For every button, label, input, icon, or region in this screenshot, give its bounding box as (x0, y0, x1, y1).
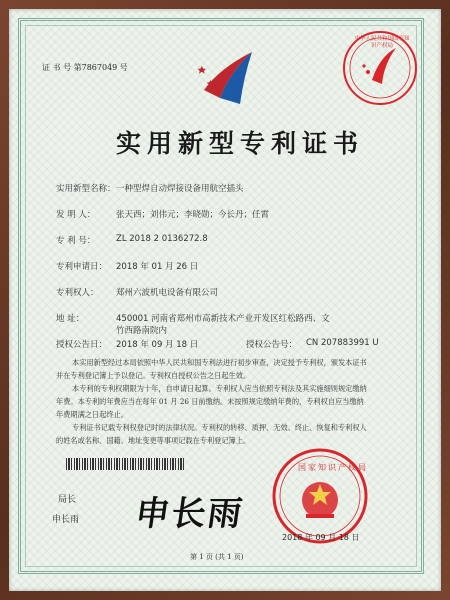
seal-date: 2018 年 09 月 18 日 (282, 533, 360, 542)
patent-number-label: 专 利 号： (56, 236, 96, 246)
certificate-number: 证 书 号 第7867049 号 (42, 63, 128, 72)
grant-number-value: CN 207883991 U (306, 338, 379, 348)
national-seal (270, 446, 370, 546)
application-date-value: 2018 年 01 月 26 日 (116, 262, 199, 272)
address-value-line1: 450001 河南省郑州市高新技术产业开发区红松路西、文 (116, 314, 330, 324)
address-value-line2: 竹西路南院内 (116, 326, 168, 336)
body-paragraph-2: 本专利的专利权期限为十年，自申请日起算。专利权人应当依照专利法及其实施细则规定缴纳年费。本专利的年费应当在每年 01 月 26 日前缴纳。未按照规定缴纳年费的，专利权自应当缴纳年费期满之日起终止。 (56, 384, 367, 419)
patent-office-emblem (196, 46, 260, 108)
grant-number-label: 授权公告号： (246, 340, 298, 350)
patent-number-value: ZL 2018 2 0136272.8 (116, 234, 208, 244)
patent-holder-value: 郑州六波机电设备有限公司 (116, 288, 219, 298)
director-name: 申长雨 (52, 515, 80, 525)
address-label: 地 址： (56, 314, 85, 324)
inventor-value: 张天西；刘伟元；李晓勋；今长丹；任霄 (116, 210, 270, 220)
page-note: 第 1 页 (共 1 页) (190, 553, 244, 561)
barcode (66, 458, 186, 470)
certificate-title: 实用新型专利证书 (116, 129, 365, 158)
body-paragraph-1: 本实用新型经过本局依照中华人民共和国专利法进行初步审查，决定授予专利权，颁发本证书并在专利登记簿上予以登记。专利权自授权公告之日起生效。 (56, 358, 367, 380)
body-paragraph-3: 专利证书记载专利权登记时的法律状况。专利权的转移、质押、无效、终止、恢复和专利权人的姓名或名称、国籍、地址变更等事项记载在专利登记簿上。 (56, 423, 367, 445)
name-value: 一种型焊自动焊接设备用航空插头 (116, 184, 244, 194)
director-title: 局长 (58, 495, 77, 505)
director-signature: 申长雨 (132, 494, 247, 534)
inventor-label: 发 明 人： (56, 210, 96, 220)
grant-date-label: 授权公告日： (56, 340, 108, 350)
seal-text: 国家知识产权局 (298, 463, 368, 472)
patent-holder-label: 专利权人： (56, 288, 99, 298)
name-label: 实用新型名称： (56, 184, 116, 194)
grant-date-value: 2018 年 09 月 18 日 (116, 340, 199, 350)
application-date-label: 专利申请日： (56, 262, 108, 272)
top-seal-text: 中华人民共和国国家知识产权局 (354, 36, 410, 49)
